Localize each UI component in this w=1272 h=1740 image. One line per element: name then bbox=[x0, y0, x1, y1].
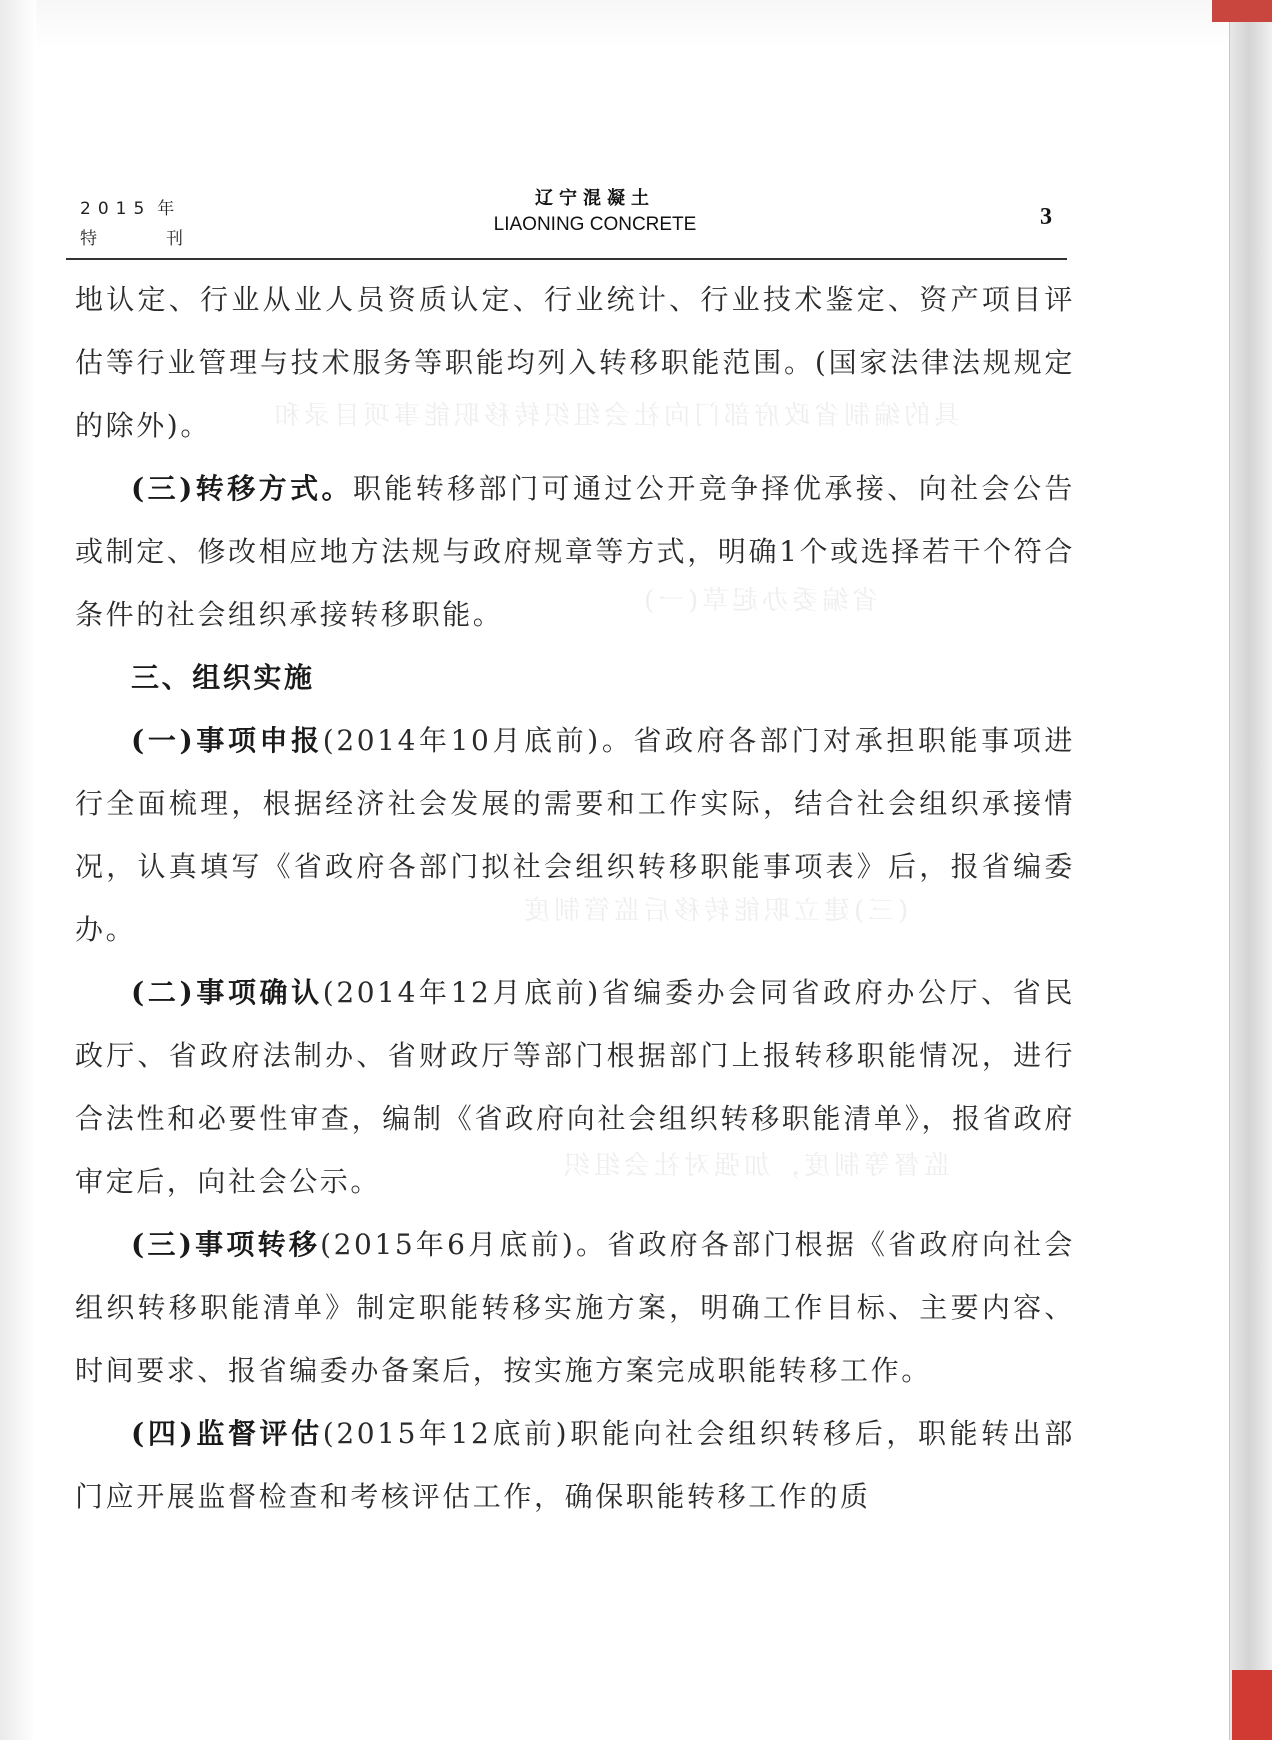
paragraph-label: (三)事项转移 bbox=[131, 1228, 321, 1261]
journal-title-english: LIAONING CONCRETE bbox=[493, 214, 697, 235]
paragraph-text: (2014年10月底前)。省政府各部门对承担职能事项进行全面梳理，根据经济社会发展的需要和工作实际，结合社会组织承接情况，认真填写《省政府各部门拟社会组织转移职能事项表》后，报省编委办。 bbox=[75, 724, 1076, 946]
paragraph-label: (一)事项申报 bbox=[131, 724, 323, 757]
red-cover-corner-bottom bbox=[1232, 1670, 1272, 1740]
special-issue-char-1: 特 bbox=[80, 229, 103, 249]
paragraph-text: (2015年6月底前)。省政府各部门根据《省政府向社会组织转移职能清单》制定职能转移实施方案，明确工作目标、主要内容、时间要求、报省编委办备案后，按实施方案完成职能转移工作。 bbox=[75, 1228, 1076, 1387]
bleed-through-shadow: 监督等制度，加强对社会组织 bbox=[560, 1151, 951, 1181]
bleed-through-shadow: 具的编制省政府部门向社会组织转移职能事项目录和 bbox=[270, 401, 961, 431]
paragraph-label: (二)事项确认 bbox=[131, 976, 323, 1009]
header-divider bbox=[66, 258, 1067, 260]
paragraph-item-confirm bbox=[75, 961, 1075, 1213]
section-heading-row bbox=[75, 646, 1075, 709]
section-heading: 三、组织实施 bbox=[131, 661, 315, 694]
paragraph-item-transfer bbox=[75, 1213, 1075, 1402]
page-number: 3 bbox=[1040, 204, 1052, 230]
article-body bbox=[75, 268, 1075, 1528]
bleed-through-shadow: 省编委办起草(一) bbox=[640, 586, 879, 616]
journal-title-chinese: 辽宁混凝土 bbox=[535, 188, 655, 209]
issue-year: 2015 bbox=[80, 199, 152, 219]
book-binding-edge bbox=[1229, 0, 1272, 1740]
issue-label bbox=[80, 194, 189, 254]
paragraph-label: (四)监督评估 bbox=[131, 1417, 323, 1450]
paragraph-transfer-method bbox=[75, 457, 1075, 646]
issue-year-suffix: 年 bbox=[157, 199, 181, 219]
paragraph-item-report bbox=[75, 709, 1075, 961]
paragraph-continued: 地认定、行业从业人员资质认定、行业统计、行业技术鉴定、资产项目评估等行业管理与技术服务等职能均列入转移职能范围。(国家法律法规规定的除外)。 bbox=[75, 283, 1075, 442]
bleed-through-shadow: (三)建立职能转移后监管制度 bbox=[520, 896, 909, 926]
paragraph-item-supervise bbox=[75, 1402, 1075, 1528]
paragraph-text: (2014年12月底前)省编委办会同省政府办公厅、省民政厅、省政府法制办、省财政厅等部门根据部门上报转移职能情况，进行合法性和必要性审查，编制《省政府向社会组织转移职能清单》，报省政府审定后，向社会公示。 bbox=[75, 976, 1076, 1198]
paragraph-text: (2015年12底前)职能向社会组织转移后，职能转出部门应开展监督检查和考核评估工作，确保职能转移工作的质 bbox=[75, 1417, 1076, 1513]
paragraph-text: 职能转移部门可通过公开竞争择优承接、向社会公告或制定、修改相应地方法规与政府规章等方式，明确1个或选择若干个符合条件的社会组织承接转移职能。 bbox=[75, 472, 1075, 631]
paragraph-label: (三)转移方式。 bbox=[131, 472, 353, 505]
journal-title bbox=[450, 186, 740, 238]
special-issue-char-2: 刊 bbox=[166, 229, 189, 249]
